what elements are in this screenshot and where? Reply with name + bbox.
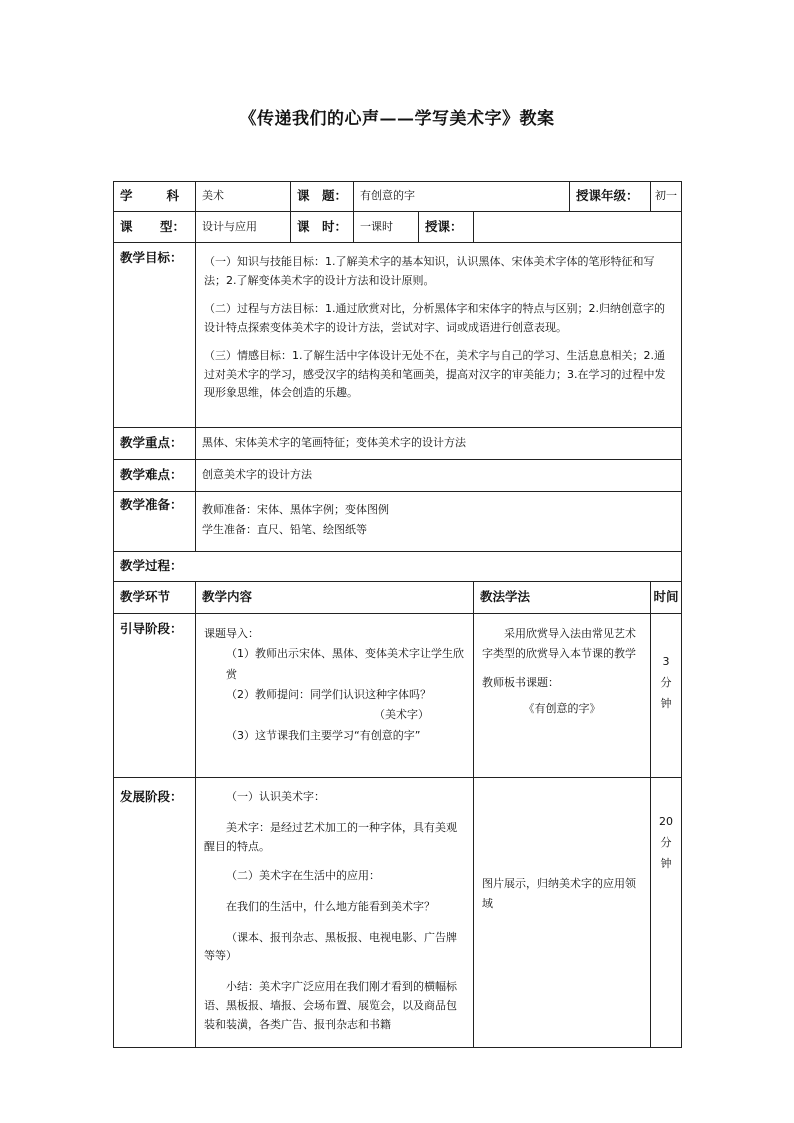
info-row-2: [114, 212, 682, 243]
goals-label: 教学目标：: [114, 243, 196, 428]
stage1-line2: （2）教师提问：同学们认识这种字体吗？: [226, 688, 431, 702]
goal-process: （二）过程与方法目标：1.通过欣赏对比，分析黑体字和宋体字的特点与区别；2.归纳创意字的设计特点探索变体美术字的设计方法，尝试对字、词或成语进行创意表现。: [204, 301, 665, 334]
prep-student: 学生准备：直尺、铅笔、绘图纸等: [202, 523, 367, 537]
difficulty-label: 教学难点：: [114, 460, 196, 492]
subject-label: 学 科: [114, 182, 196, 212]
process-label: 教学过程：: [114, 552, 682, 582]
stage1-method-text: 采用欣赏导入法由常见艺术字类型的欣赏导入本节课的教学: [482, 627, 636, 661]
stage2-content: [196, 778, 474, 1048]
stage1-line3: （3）这节课我们主要学习“有创意的字”: [226, 728, 421, 742]
goal-emotion: （三）情感目标：1.了解生活中字体设计无处不在，美术字与自己的学习、生活息息相关；2.通过对美术字的学习，感受汉字的结构美和笔画美，提高对汉字的审美能力；3.在学习的过程中发现形象思维，体会创造的乐趣。: [204, 348, 666, 400]
type-label: 课 型：: [114, 212, 196, 243]
prep-teacher: 教师准备：宋体、黑体字例；变体图例: [202, 503, 389, 516]
goal-knowledge: （一）知识与技能目标：1.了解美术字的基本知识，认识黑体、宋体美术字体的笔形特征和写法；2.了解变体美术字的设计方法和设计原则。: [204, 255, 655, 287]
keypoint-text: 黑体、宋体美术字的笔画特征；变体美术字的设计方法: [196, 428, 682, 460]
grade-label: 授课年级：: [570, 182, 651, 212]
prep-content: [196, 492, 682, 552]
keypoint-row: [114, 428, 682, 460]
prep-label: 教学准备：: [114, 492, 196, 552]
stage1-row: [114, 614, 682, 778]
stage1-board-title: 《有创意的字》: [523, 702, 601, 716]
stage1-method: [474, 614, 651, 778]
difficulty-row: [114, 460, 682, 492]
header-time: 时间: [651, 582, 682, 614]
topic-label: 课 题：: [291, 182, 354, 212]
info-row-1: [114, 182, 682, 212]
hours-value: 一课时: [360, 219, 393, 233]
stage1-label: 引导阶段：: [114, 614, 196, 778]
stage2-c2: 美术字：是经过艺术加工的一种字体，具有美观醒目的特点。: [204, 820, 457, 853]
stage1-answer: （美术字）: [374, 708, 429, 722]
header-content: 教学内容: [196, 582, 474, 614]
teacher-value: [474, 212, 682, 243]
grade-value: 初一: [651, 182, 682, 212]
hours-label: 课 时：: [291, 212, 354, 243]
type-value: 设计与应用: [196, 212, 291, 243]
stage1-board-label: 教师板书课题：: [482, 675, 559, 689]
stage2-label: 发展阶段：: [114, 778, 196, 1048]
stage2-c3: （二）美术字在生活中的应用：: [226, 868, 380, 882]
header-method: 教法学法: [474, 582, 651, 614]
topic-value: 有创意的字: [354, 182, 570, 212]
goals-content: [196, 243, 682, 428]
stage1-line1: （1）教师出示宋体、黑体、变体美术字让学生欣赏: [226, 647, 464, 681]
stage1-time: 3 分 钟: [651, 614, 682, 778]
stage2-c5: （课本、报刊杂志、黑板报、电视电影、广告牌等等）: [204, 930, 457, 963]
difficulty-text: 创意美术字的设计方法: [196, 460, 682, 492]
header-stage: 教学环节: [114, 582, 196, 614]
goals-row: [114, 243, 682, 428]
stage2-c1: （一）认识美术字：: [226, 790, 325, 803]
subject-value: 美术: [196, 182, 291, 212]
process-header-row: [114, 582, 682, 614]
stage2-c6: 小结：美术字广泛应用在我们刚才看到的横幅标语、黑板报、墙报、会场布置、展览会，以及商品包装和装潢，各类广告、报刊杂志和书籍: [204, 980, 457, 1032]
stage1-content: [196, 614, 474, 778]
stage1-intro: 课题导入：: [204, 627, 259, 640]
document-title: 《传递我们的心声——学写美术字》教案: [239, 109, 555, 129]
stage2-method: [474, 778, 651, 1048]
lesson-plan-table: [113, 181, 682, 1048]
stage2-method-text: 图片展示，归纳美术字的应用领域: [482, 877, 636, 911]
prep-row: [114, 492, 682, 552]
stage2-c4: 在我们的生活中，什么地方能看到美术字？: [226, 899, 435, 913]
process-row: [114, 552, 682, 582]
keypoint-label: 教学重点：: [114, 428, 196, 460]
teacher-label: 授课：: [418, 212, 463, 242]
stage2-time: 20 分 钟: [651, 778, 682, 1048]
stage2-row: [114, 778, 682, 1048]
